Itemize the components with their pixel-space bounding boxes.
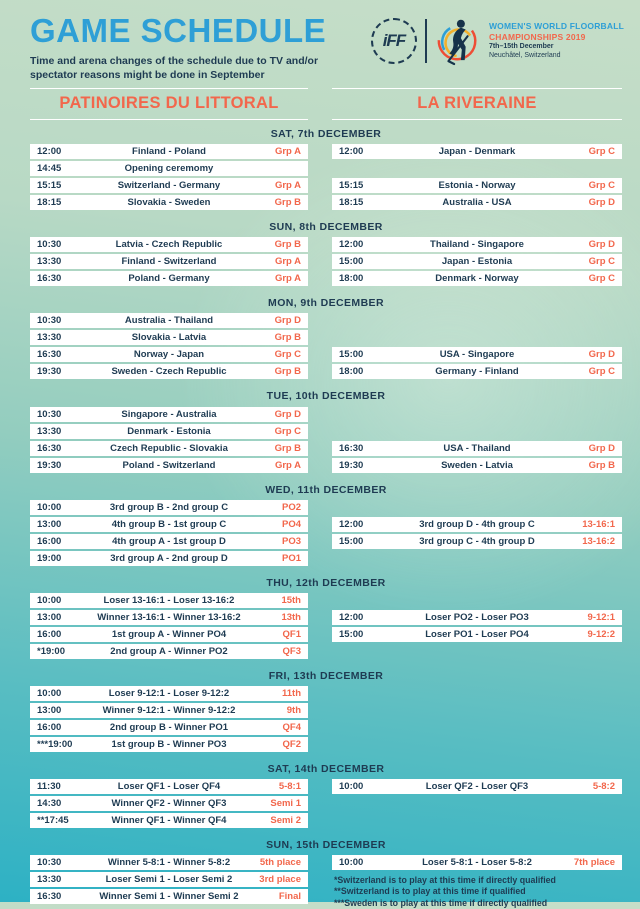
match-teams: Loser QF2 - Loser QF3 xyxy=(425,780,529,792)
venue-column-left xyxy=(30,237,308,286)
schedule-row xyxy=(30,737,308,752)
venue-column-right xyxy=(332,500,622,566)
schedule-row xyxy=(332,254,622,269)
match-time: **17:45 xyxy=(37,814,69,826)
match-time: 10:30 xyxy=(37,315,62,327)
schedule-row xyxy=(30,441,308,456)
venue-column-right xyxy=(332,779,622,828)
match-time: 10:30 xyxy=(37,856,62,868)
match-tag: Grp D xyxy=(588,442,615,454)
match-time: 16:30 xyxy=(37,442,62,454)
match-tag: Grp D xyxy=(588,239,615,251)
match-tag: Grp C xyxy=(588,273,615,285)
match-time: 15:15 xyxy=(37,180,62,192)
day-columns xyxy=(30,144,622,210)
day-section xyxy=(30,577,622,659)
venue-column-left xyxy=(30,313,308,379)
footnote-line: *Switzerland is to play at this time if directly qualified xyxy=(334,874,556,885)
match-time: 14:30 xyxy=(37,797,62,809)
date-header: WED, 11th DECEMBER xyxy=(265,483,387,496)
match-time: 12:00 xyxy=(339,239,364,251)
match-time: 15:00 xyxy=(339,535,364,547)
match-time: 12:00 xyxy=(339,611,364,623)
match-tag: 9th xyxy=(286,704,301,716)
match-teams: Latvia - Czech Republic xyxy=(115,239,223,251)
schedule-row xyxy=(332,441,622,456)
venue-column-right xyxy=(332,686,622,752)
match-teams: Slovakia - Sweden xyxy=(127,197,211,209)
schedule-row xyxy=(30,313,308,328)
schedule-row xyxy=(332,364,622,379)
logo-dates: 7th–15th December xyxy=(488,43,554,51)
match-time: 16:00 xyxy=(37,628,62,640)
match-tag: QF3 xyxy=(282,645,301,657)
schedule-row xyxy=(30,330,308,345)
match-teams: Loser 13-16:1 - Loser 13-16:2 xyxy=(103,594,235,606)
schedule-row xyxy=(30,271,308,286)
venue-column-left xyxy=(30,855,308,904)
schedule-row xyxy=(30,424,308,439)
schedule-row xyxy=(30,254,308,269)
match-time: 15:00 xyxy=(339,256,364,268)
day-columns xyxy=(30,593,622,659)
match-time: 13:00 xyxy=(37,518,62,530)
match-teams: Loser QF1 - Loser QF4 xyxy=(117,780,221,792)
match-tag: 11th xyxy=(281,687,301,699)
match-tag: Grp A xyxy=(274,459,301,471)
match-tag: Semi 1 xyxy=(270,797,301,809)
match-time: 10:00 xyxy=(339,856,364,868)
match-tag: PO3 xyxy=(281,535,301,547)
iff-championship-logo xyxy=(371,16,624,66)
schedule-row xyxy=(332,195,622,210)
day-section xyxy=(30,484,622,566)
venue-column-right xyxy=(332,855,622,908)
schedule-row xyxy=(30,144,308,159)
match-time: 16:30 xyxy=(339,442,364,454)
day-section xyxy=(30,763,622,828)
logo-line-1: WOMEN'S WORLD FLOORBALL xyxy=(488,21,624,32)
schedule-row xyxy=(30,610,308,625)
schedule-row xyxy=(332,458,622,473)
match-teams: Germany - Finland xyxy=(435,366,519,378)
schedule-row xyxy=(332,517,622,532)
match-teams: 4th group A - 1st group D xyxy=(112,535,226,547)
match-time: 10:00 xyxy=(37,501,62,513)
match-tag: Grp C xyxy=(588,256,615,268)
match-time: *19:00 xyxy=(37,645,65,657)
day-section xyxy=(30,838,622,908)
match-tag: Grp D xyxy=(274,408,301,420)
day-section xyxy=(30,670,622,752)
schedule-row xyxy=(332,178,622,193)
match-time: 19:00 xyxy=(37,552,62,564)
match-tag: Semi 2 xyxy=(270,814,301,826)
match-time: 10:30 xyxy=(37,239,62,251)
day-columns xyxy=(30,855,622,908)
day-section xyxy=(30,297,622,379)
schedule-row xyxy=(30,500,308,515)
schedule-row xyxy=(30,644,308,659)
schedule-row xyxy=(30,889,308,904)
match-tag: Grp A xyxy=(274,146,301,158)
venue-column-right xyxy=(332,144,622,210)
match-tag: Grp C xyxy=(274,349,301,361)
match-teams: 1st group A - Winner PO4 xyxy=(111,628,227,640)
day-columns xyxy=(30,686,622,752)
match-time: 12:00 xyxy=(37,146,62,158)
match-tag: PO2 xyxy=(281,501,301,513)
match-tag: Final xyxy=(278,890,301,902)
venue-title-left: PATINOIRES DU LITTORAL xyxy=(30,88,308,120)
match-tag: QF1 xyxy=(282,628,301,640)
match-teams: Winner 5-8:1 - Winner 5-8:2 xyxy=(107,856,231,868)
match-tag: Grp B xyxy=(274,239,301,251)
match-teams: Czech Republic - Slovakia xyxy=(110,442,228,454)
match-teams: Winner 13-16:1 - Winner 13-16:2 xyxy=(97,611,241,623)
match-tag: Grp B xyxy=(274,332,301,344)
match-teams: Singapore - Australia xyxy=(121,408,217,420)
schedule-row xyxy=(332,779,622,794)
match-time: 15:00 xyxy=(339,349,364,361)
match-time: 13:30 xyxy=(37,873,62,885)
logo-divider xyxy=(425,19,427,63)
match-tag: Grp B xyxy=(274,442,301,454)
venue-column-right xyxy=(332,407,622,473)
page-title: GAME SCHEDULE xyxy=(30,12,327,49)
match-tag: Grp B xyxy=(274,197,301,209)
match-time: 10:30 xyxy=(37,408,62,420)
match-time: 12:00 xyxy=(339,518,364,530)
schedule-row xyxy=(30,855,308,870)
date-header: THU, 12th DECEMBER xyxy=(266,576,386,589)
floorball-player-emblem-icon xyxy=(435,16,481,66)
footnote-line: ***Sweden is to play at this time if directly qualified xyxy=(334,897,548,908)
day-columns xyxy=(30,500,622,566)
match-time: 16:00 xyxy=(37,721,62,733)
venue-column-left xyxy=(30,779,308,828)
match-teams: Norway - Japan xyxy=(133,349,205,361)
header-text-block xyxy=(30,14,340,82)
venue-column-left xyxy=(30,686,308,752)
header xyxy=(0,0,640,82)
match-tag: Grp A xyxy=(274,273,301,285)
match-tag: Grp C xyxy=(588,146,615,158)
match-time: 18:00 xyxy=(339,366,364,378)
match-teams: Loser 5-8:1 - Loser 5-8:2 xyxy=(422,856,532,868)
schedule-row xyxy=(30,534,308,549)
venue-column-right xyxy=(332,593,622,659)
match-tag: Grp D xyxy=(588,349,615,361)
match-teams: 3rd group D - 4th group C xyxy=(419,518,535,530)
match-tag: Grp A xyxy=(274,180,301,192)
date-header: TUE, 10th DECEMBER xyxy=(266,390,386,403)
schedule-row xyxy=(30,779,308,794)
match-teams: Loser 9-12:1 - Loser 9-12:2 xyxy=(108,687,230,699)
schedule xyxy=(0,128,640,908)
schedule-row xyxy=(332,534,622,549)
schedule-row xyxy=(30,703,308,718)
date-header: SAT, 14th DECEMBER xyxy=(267,762,385,775)
date-header: SUN, 8th DECEMBER xyxy=(269,221,383,234)
match-teams: 2nd group A - Winner PO2 xyxy=(110,645,228,657)
match-tag: Grp B xyxy=(274,366,301,378)
schedule-row xyxy=(332,610,622,625)
match-time: 14:45 xyxy=(37,163,62,175)
schedule-row xyxy=(30,161,308,176)
match-teams: Denmark - Norway xyxy=(435,273,519,285)
venue-column-right xyxy=(332,313,622,379)
match-tag: Grp D xyxy=(274,315,301,327)
match-teams: Switzerland - Germany xyxy=(117,180,221,192)
venue-column-left xyxy=(30,500,308,566)
match-teams: Winner Semi 1 - Winner Semi 2 xyxy=(99,890,239,902)
venue-header-band xyxy=(0,88,640,120)
match-time: 13:30 xyxy=(37,332,62,344)
match-teams: Thailand - Singapore xyxy=(430,239,524,251)
match-time: 10:00 xyxy=(37,687,62,699)
match-teams: Australia - USA xyxy=(442,197,512,209)
match-tag: 3rd place xyxy=(259,873,301,885)
match-time: 13:00 xyxy=(37,611,62,623)
match-tag: 15th xyxy=(281,594,301,606)
schedule-row xyxy=(30,347,308,362)
match-tag: Grp C xyxy=(588,180,615,192)
match-time: 18:15 xyxy=(339,197,364,209)
venue-title-right: LA RIVERAINE xyxy=(332,88,622,120)
match-tag: Grp C xyxy=(274,425,301,437)
match-teams: Sweden - Czech Republic xyxy=(111,366,227,378)
match-tag: 13th xyxy=(281,611,301,623)
day-columns xyxy=(30,407,622,473)
match-tag: 5th place xyxy=(259,856,301,868)
logo-text-block xyxy=(489,21,624,61)
schedule-row xyxy=(30,237,308,252)
match-teams: Australia - Thailand xyxy=(124,315,214,327)
schedule-row xyxy=(30,593,308,608)
venue-column-left xyxy=(30,407,308,473)
match-teams: Loser Semi 1 - Loser Semi 2 xyxy=(105,873,233,885)
schedule-row xyxy=(30,627,308,642)
match-teams: 3rd group B - 2nd group C xyxy=(109,501,229,513)
match-time: 11:30 xyxy=(37,780,61,792)
match-time: 13:30 xyxy=(37,256,62,268)
day-columns xyxy=(30,237,622,286)
match-time: 15:00 xyxy=(339,628,364,640)
match-time: 18:15 xyxy=(37,197,62,209)
venue-column-right xyxy=(332,237,622,286)
match-teams: Japan - Estonia xyxy=(441,256,513,268)
match-teams: Opening ceremomy xyxy=(124,163,214,175)
match-time: 16:30 xyxy=(37,349,62,361)
match-tag: 9-12:2 xyxy=(587,628,615,640)
footnote-line: **Switzerland is to play at this time if qualified xyxy=(334,886,526,897)
match-tag: 9-12:1 xyxy=(587,611,615,623)
day-columns xyxy=(30,313,622,379)
iff-badge-icon xyxy=(371,18,417,64)
schedule-row xyxy=(30,178,308,193)
match-tag: QF4 xyxy=(282,721,301,733)
venue-column-left xyxy=(30,593,308,659)
day-section xyxy=(30,390,622,472)
match-time: 13:00 xyxy=(37,704,62,716)
match-teams: USA - Singapore xyxy=(439,349,515,361)
match-teams: Sweden - Latvia xyxy=(441,459,513,471)
match-teams: 2nd group B - Winner PO1 xyxy=(109,721,229,733)
match-time: 19:30 xyxy=(339,459,364,471)
match-time: 12:00 xyxy=(339,146,364,158)
match-time: 16:00 xyxy=(37,535,62,547)
match-teams: Loser PO2 - Loser PO3 xyxy=(425,611,529,623)
footnotes xyxy=(334,875,556,909)
match-teams: Winner 9-12:1 - Winner 9-12:2 xyxy=(102,704,236,716)
match-time: 10:00 xyxy=(339,780,364,792)
match-tag: PO1 xyxy=(281,552,301,564)
schedule-row xyxy=(30,407,308,422)
iff-badge-label: iFF xyxy=(382,31,406,50)
match-teams: 4th group B - 1st group C xyxy=(111,518,227,530)
schedule-row xyxy=(332,627,622,642)
match-time: 16:30 xyxy=(37,273,62,285)
schedule-row xyxy=(30,872,308,887)
match-tag: 5-8:2 xyxy=(592,780,615,792)
match-time: 10:00 xyxy=(37,594,62,606)
match-teams: Estonia - Norway xyxy=(438,180,516,192)
match-time: ***19:00 xyxy=(37,738,73,750)
match-time: 19:30 xyxy=(37,459,62,471)
schedule-disclaimer: Time and arena changes of the schedule due to TV and/or spectator reasons might be done in September xyxy=(30,55,319,81)
day-section xyxy=(30,128,622,210)
schedule-row xyxy=(30,720,308,735)
match-tag: 7th place xyxy=(573,856,615,868)
match-teams: Winner QF1 - Winner QF4 xyxy=(111,814,227,826)
match-time: 19:30 xyxy=(37,366,62,378)
schedule-row xyxy=(30,796,308,811)
match-tag: 13-16:1 xyxy=(582,518,615,530)
match-tag: Grp B xyxy=(588,459,615,471)
date-header: FRI, 13th DECEMBER xyxy=(268,669,384,682)
match-teams: 3rd group A - 2nd group D xyxy=(110,552,228,564)
match-teams: Japan - Denmark xyxy=(438,146,516,158)
date-header: SAT, 7th DECEMBER xyxy=(270,128,382,141)
match-tag: 5-8:1 xyxy=(278,780,301,792)
match-teams: Denmark - Estonia xyxy=(127,425,211,437)
match-teams: 3rd group C - 4th group D xyxy=(419,535,535,547)
day-columns xyxy=(30,779,622,828)
match-tag: Grp D xyxy=(588,197,615,209)
schedule-row xyxy=(30,551,308,566)
match-time: 15:15 xyxy=(339,180,364,192)
match-tag: 13-16:2 xyxy=(582,535,615,547)
schedule-row xyxy=(332,144,622,159)
schedule-row xyxy=(30,195,308,210)
schedule-row xyxy=(30,364,308,379)
match-tag: Grp A xyxy=(274,256,301,268)
match-teams: USA - Thailand xyxy=(443,442,511,454)
match-teams: Finland - Poland xyxy=(132,146,206,158)
date-header: SUN, 15th DECEMBER xyxy=(266,838,386,851)
schedule-row xyxy=(30,517,308,532)
schedule-row xyxy=(332,347,622,362)
schedule-row xyxy=(332,237,622,252)
match-teams: Winner QF2 - Winner QF3 xyxy=(111,797,227,809)
match-teams: Finland - Switzerland xyxy=(121,256,217,268)
schedule-row xyxy=(30,458,308,473)
match-tag: PO4 xyxy=(281,518,301,530)
match-time: 18:00 xyxy=(339,273,364,285)
match-time: 16:30 xyxy=(37,890,62,902)
schedule-row xyxy=(30,813,308,828)
match-teams: Loser PO1 - Loser PO4 xyxy=(425,628,529,640)
day-section xyxy=(30,221,622,286)
match-teams: 1st group B - Winner PO3 xyxy=(111,738,227,750)
logo-line-2: CHAMPIONSHIPS 2019 xyxy=(488,31,586,42)
match-tag: QF2 xyxy=(282,738,301,750)
schedule-row xyxy=(332,855,622,870)
schedule-row xyxy=(30,686,308,701)
logo-location: Neuchâtel, Switzerland xyxy=(488,52,561,60)
match-teams: Poland - Switzerland xyxy=(122,459,216,471)
match-time: 13:30 xyxy=(37,425,62,437)
venue-column-left xyxy=(30,144,308,210)
date-header: MON, 9th DECEMBER xyxy=(268,297,384,310)
schedule-row xyxy=(332,271,622,286)
match-tag: Grp C xyxy=(588,366,615,378)
match-teams: Slovakia - Latvia xyxy=(131,332,207,344)
match-teams: Poland - Germany xyxy=(128,273,210,285)
